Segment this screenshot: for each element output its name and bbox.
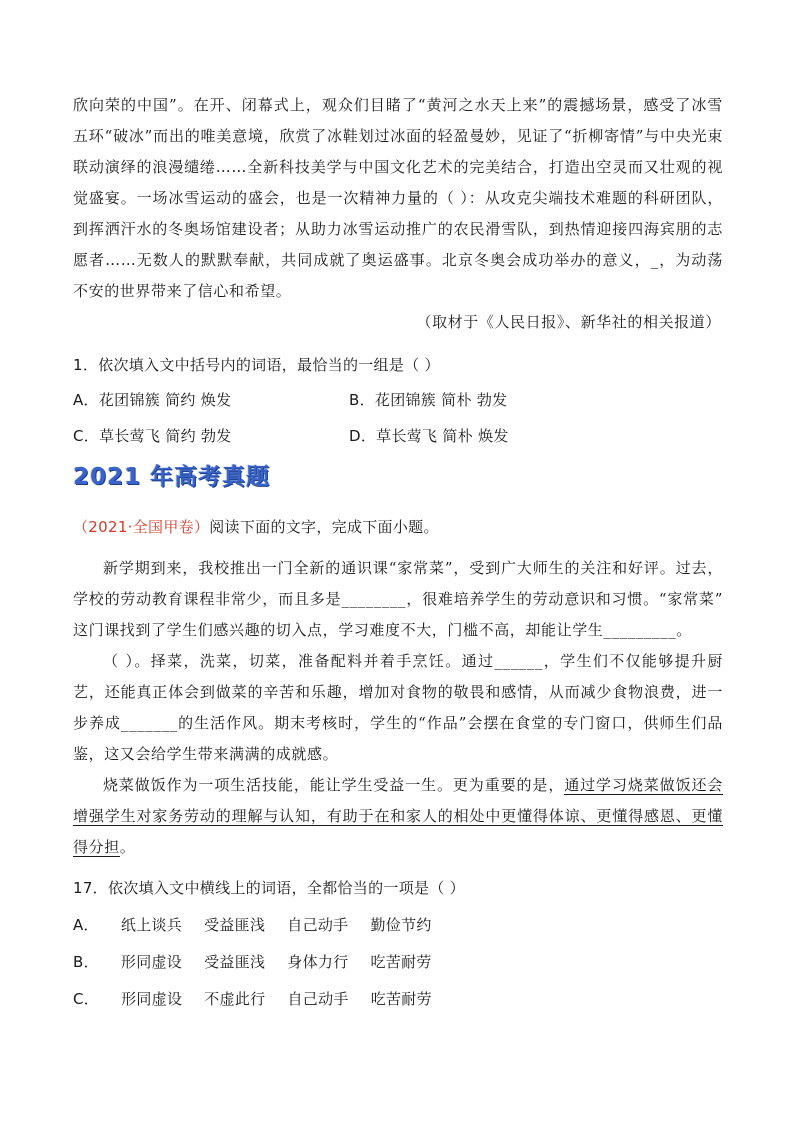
- passage-line: 艺，还能真正体会到做菜的辛苦和乐趣，增加对食物的敬畏和感情，从而减少食物浪费，进一: [73, 683, 723, 701]
- passage-line: 五环“破冰”而出的唯美意境，欣赏了冰鞋划过冰面的轻盈曼妙，见证了“折柳寄情”与中央光束: [73, 127, 723, 145]
- question-17: [73, 873, 723, 1018]
- passage-line: [73, 770, 723, 801]
- underlined-sentence: 得分担: [73, 838, 120, 856]
- exam-source-tag: （2021·全国甲卷）: [73, 518, 210, 536]
- passage-line: 步养成_______的生活作风。期末考核时，学生的“作品”会摆在食堂的专门窗口，供师生们品: [73, 714, 723, 732]
- option-letter: B．: [73, 953, 99, 971]
- passage-line: 觉盛宴。一场冰雪运动的盛会，也是一次精神力量的（ ）：从攻克尖端技术难题的科研团队，: [73, 189, 723, 207]
- option-letter: A．: [73, 916, 99, 934]
- option-word: 身体力行: [287, 953, 349, 971]
- option-c[interactable]: [73, 981, 723, 1018]
- instruction-text: 阅读下面的文字，完成下面小题。: [209, 518, 439, 536]
- option-word: 形同虚设: [121, 990, 183, 1008]
- question-stem: 17．依次填入文中横线上的词语，全都恰当的一项是（ ）: [73, 879, 465, 897]
- underlined-sentence: 增强学生对家务劳动的理解与认知，有助于在和家人的相处中更懂得体谅、更懂得感恩、更懂: [73, 807, 723, 825]
- option-b[interactable]: [73, 944, 723, 981]
- passage-line: 到挥洒汗水的冬奥场馆建设者；从助力冰雪运动推广的农民滑雪队，到热情迎接四海宾朋的志: [73, 220, 723, 238]
- option-a[interactable]: A．花团锦簇 简约 焕发: [73, 391, 232, 409]
- passage-line: 新学期到来，我校推出一门全新的通识课“家常菜”，受到广大师生的关注和好评。过去，: [103, 559, 723, 577]
- option-word: 吃苦耐劳: [370, 990, 432, 1008]
- option-d[interactable]: D．草长莺飞 简朴 焕发: [349, 427, 509, 445]
- option-a[interactable]: [73, 907, 723, 944]
- passage-line: 学校的劳动教育课程非常少，而且多是________，很难培养学生的劳动意识和习惯。“家常菜”: [73, 590, 723, 608]
- passage-line: 欣向荣的中国”。在开、闭幕式上，观众们目睹了“黄河之水天上来”的震撼场景，感受了冰雪: [73, 96, 723, 114]
- option-c[interactable]: C．草长莺飞 简约 勃发: [73, 427, 232, 445]
- option-b[interactable]: B．花团锦簇 简朴 勃发: [349, 391, 508, 409]
- option-word: 不虚此行: [204, 990, 266, 1008]
- option-word: 形同虚设: [120, 953, 183, 971]
- passage-line: （ ）。择菜，洗菜，切菜，准备配料并着手烹饪。通过______，学生们不仅能够提升厨: [103, 652, 723, 670]
- question-1: [73, 350, 440, 380]
- option-word: 纸上谈兵: [120, 916, 183, 934]
- question-source-line: [73, 516, 439, 537]
- passage-text: 。: [119, 838, 136, 856]
- option-letter: C．: [73, 990, 100, 1008]
- passage-line: 不安的世界带来了信心和希望。: [73, 282, 292, 300]
- passage-line: 愿者……无数人的默默奉献，共同成就了奥运盛事。北京冬奥会成功举办的意义，_，为动荡: [73, 251, 723, 269]
- option-word: 勤俭节约: [370, 916, 432, 934]
- option-row: [73, 418, 723, 454]
- passage-source: （取材于《人民日报》、新华社的相关报道）: [416, 313, 721, 331]
- passage-line: 联动演绎的浪漫缱绻……全新科技美学与中国文化艺术的完美结合，打造出空灵而又壮观的视: [73, 158, 723, 176]
- passage-line: [73, 832, 723, 863]
- option-word: 吃苦耐劳: [370, 953, 432, 971]
- section-heading: 2021 年高考真题: [73, 464, 271, 490]
- option-row: [73, 382, 723, 418]
- passage-olympics: [73, 90, 723, 338]
- passage-line: 这门课找到了学生们感兴趣的切入点，学习难度不大，门槛不高，却能让学生_________。: [73, 621, 692, 639]
- passage-text: 烧菜做饭作为一项生活技能，能让学生受益一生。更为重要的是，: [103, 776, 565, 794]
- passage-line: 鉴，这又会给学生带来满满的成就感。: [73, 745, 339, 763]
- underlined-sentence: 通过学习烧菜做饭还会: [564, 776, 723, 794]
- passage-line: [73, 801, 723, 832]
- question-stem: 1．依次填入文中括号内的词语，最恰当的一组是（ ）: [73, 356, 440, 374]
- option-word: 自己动手: [287, 916, 349, 934]
- option-word: 受益匪浅: [204, 916, 266, 934]
- question-1-options: [73, 382, 723, 454]
- option-word: 自己动手: [287, 990, 349, 1008]
- option-word: 受益匪浅: [204, 953, 266, 971]
- passage-cooking: [73, 553, 723, 863]
